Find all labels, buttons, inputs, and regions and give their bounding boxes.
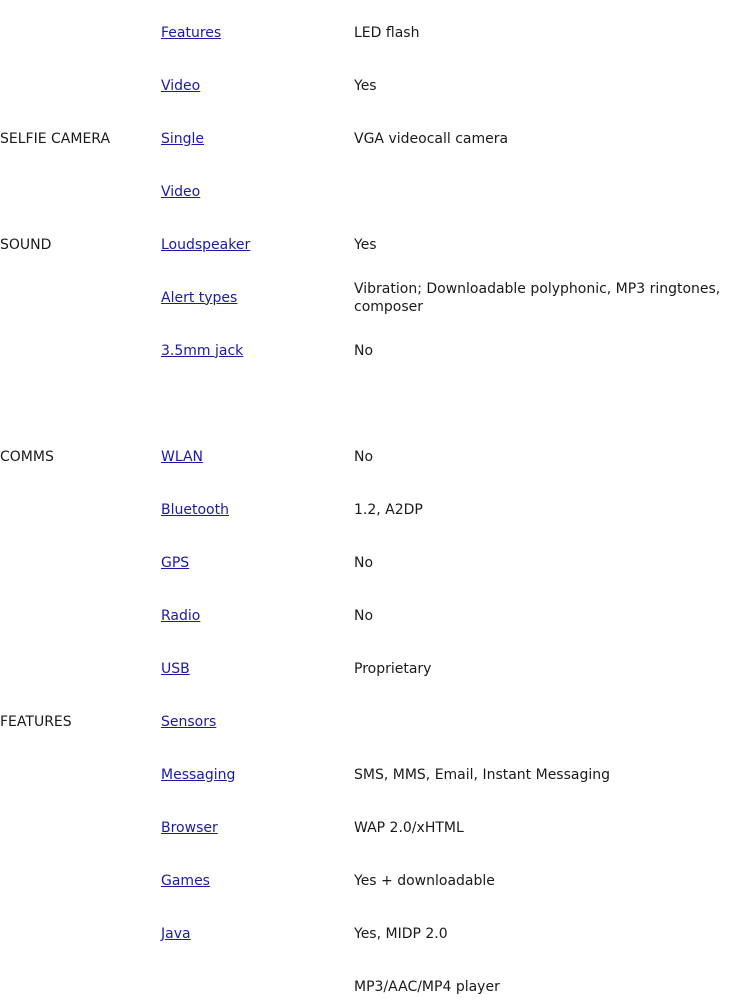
spec-category: [0, 589, 155, 642]
spec-value: Yes, MIDP 2.0: [354, 925, 448, 942]
spec-category-features: FEATURES: [0, 713, 72, 730]
spec-link-sensors[interactable]: Sensors: [161, 713, 217, 730]
spec-category-comms: COMMS: [0, 448, 54, 465]
spec-category: [0, 165, 155, 218]
spec-category: [0, 748, 155, 801]
spec-row-browser: [0, 801, 750, 854]
spec-row-features: [0, 6, 750, 59]
spec-link-java[interactable]: Java: [161, 925, 191, 942]
spec-category-sound: SOUND: [0, 236, 52, 253]
spec-row-alert-types: [0, 271, 750, 324]
spec-category: [0, 6, 155, 59]
spec-category-selfie-camera: SELFIE CAMERA: [0, 130, 111, 147]
spec-row-jack: [0, 324, 750, 377]
spec-category: [0, 960, 155, 1000]
spec-link-bluetooth[interactable]: Bluetooth: [161, 501, 229, 518]
spec-row-video: [0, 59, 750, 112]
spec-value: [354, 695, 748, 748]
spec-value: 1.2, A2DP: [354, 501, 423, 518]
spec-category: [0, 324, 155, 377]
spec-row-games: [0, 854, 750, 907]
spec-row-selfie-single: [0, 112, 750, 165]
spec-value: WAP 2.0/xHTML: [354, 819, 464, 836]
spec-category: [0, 854, 155, 907]
spec-link-features[interactable]: Features: [161, 24, 222, 41]
spec-row-radio: [0, 589, 750, 642]
spec-row-java: [0, 907, 750, 960]
spec-link-usb[interactable]: USB: [161, 660, 190, 677]
spec-row-player: [0, 960, 750, 1000]
spec-category: [0, 907, 155, 960]
spec-row-gps: [0, 536, 750, 589]
spec-value: LED flash: [354, 24, 420, 41]
spec-value: Yes: [354, 77, 377, 94]
spec-row-bluetooth: [0, 483, 750, 536]
spec-link-jack[interactable]: 3.5mm jack: [161, 342, 244, 359]
spec-link-browser[interactable]: Browser: [161, 819, 218, 836]
spec-link-radio[interactable]: Radio: [161, 607, 201, 624]
spec-value: SMS, MMS, Email, Instant Messaging: [354, 766, 611, 783]
spec-row-usb: [0, 642, 750, 695]
spec-link-loudspeaker[interactable]: Loudspeaker: [161, 236, 251, 253]
spec-category: [0, 59, 155, 112]
spec-row-loudspeaker: [0, 218, 750, 271]
spec-value: No: [354, 342, 374, 359]
spec-category: [0, 271, 155, 324]
spec-value: MP3/AAC/MP4 player: [354, 978, 500, 995]
spec-row-wlan: [0, 430, 750, 483]
spec-value: Yes + downloadable: [354, 872, 495, 889]
spec-value: No: [354, 607, 374, 624]
spec-link-single[interactable]: Single: [161, 130, 205, 147]
spec-value: No: [354, 448, 374, 465]
spec-row-selfie-video: [0, 165, 750, 218]
spec-link-messaging[interactable]: Messaging: [161, 766, 236, 783]
spec-value: Vibration; Downloadable polyphonic, MP3 ringtones, composer: [354, 280, 721, 315]
spec-category: [0, 536, 155, 589]
spec-link-gps[interactable]: GPS: [161, 554, 190, 571]
spec-link-games[interactable]: Games: [161, 872, 210, 889]
spec-value: VGA videocall camera: [354, 130, 509, 147]
spec-link-selfie-video[interactable]: Video: [161, 183, 201, 200]
spec-category: [0, 801, 155, 854]
spec-link-video[interactable]: Video: [161, 77, 201, 94]
spec-value: [354, 165, 748, 218]
spec-category: [0, 642, 155, 695]
spec-value: Proprietary: [354, 660, 432, 677]
spec-link-alert-types[interactable]: Alert types: [161, 289, 238, 306]
spec-row-messaging: [0, 748, 750, 801]
spec-value: Yes: [354, 236, 377, 253]
spec-category: [0, 483, 155, 536]
spec-link-wlan[interactable]: WLAN: [161, 448, 204, 465]
spec-value: No: [354, 554, 374, 571]
spec-row-sensors: [0, 695, 750, 748]
